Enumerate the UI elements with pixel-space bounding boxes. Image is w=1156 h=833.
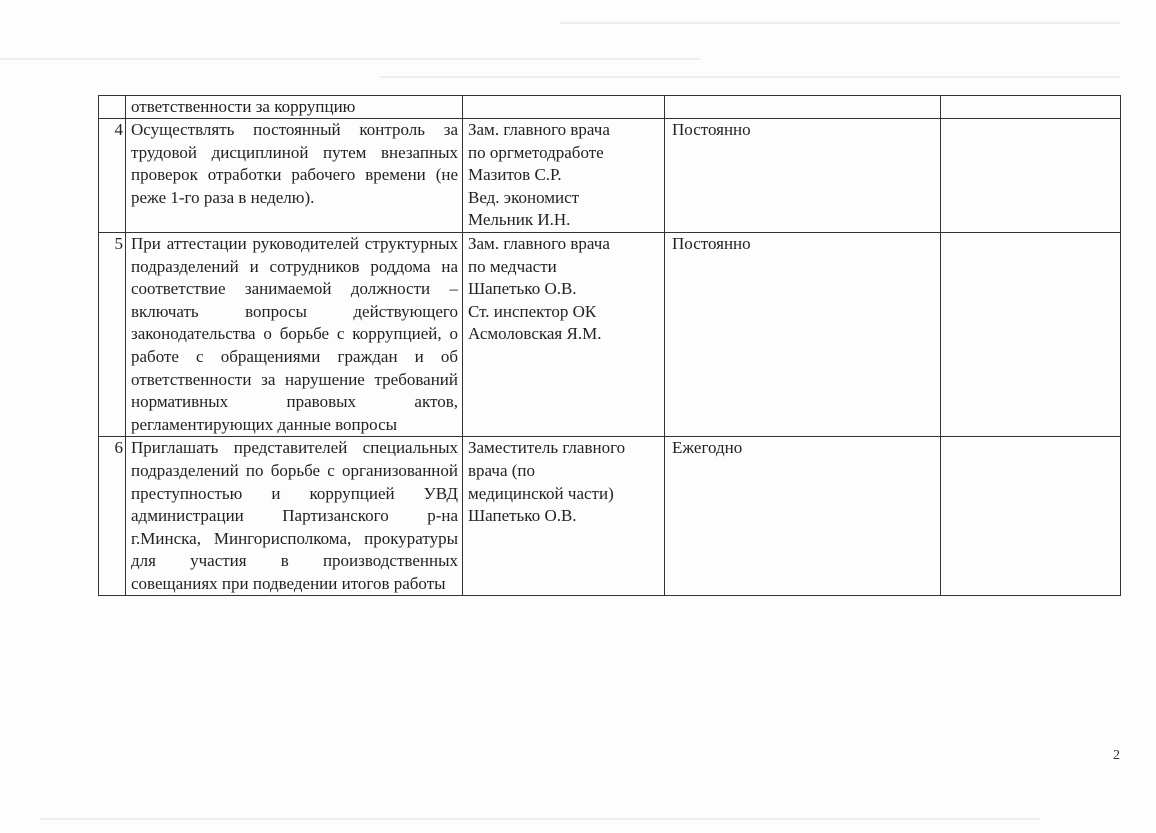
note-cell — [941, 119, 1121, 233]
responsible-line: Асмоловская Я.М. — [468, 324, 602, 344]
row-number — [99, 96, 126, 119]
scan-streak — [380, 76, 1120, 78]
responsible-cell — [463, 232, 665, 436]
deadline-cell — [665, 96, 941, 119]
deadline-cell: Ежегодно — [665, 437, 941, 596]
measure-text: Осуществлять постоянный контроль за трудовой дисциплиной путем внезапных проверок отработки рабочего времени (не реже 1-го раза в неделю). — [126, 119, 463, 233]
note-cell — [941, 232, 1121, 436]
responsible-line: врача (по — [468, 460, 535, 480]
responsible-cell — [463, 437, 665, 596]
responsible-line: по медчасти — [468, 256, 557, 276]
row-number: 4 — [99, 119, 126, 233]
responsible-line: Мельник И.Н. — [468, 210, 571, 230]
measure-text: При аттестации руководителей структурных подразделений и сотрудников роддома на соответствие занимаемой должности – включать вопросы действующего законодательства о борьбе с коррупцией, о работе с обращениями граждан и об ответственности за нарушение требований нормативных правовых актов, регламентирующих данные вопросы — [126, 232, 463, 436]
responsible-line: по оргметодработе — [468, 142, 604, 162]
scan-streak — [0, 58, 700, 60]
note-cell — [941, 437, 1121, 596]
measure-text: Приглашать представителей специальных подразделений по борьбе с организованной преступностью и коррупцией УВД администрации Партизанского р-на г.Минска, Мингорисполкома, прокуратуры для участия в производственных совещаниях при подведении итогов работы — [126, 437, 463, 596]
responsible-cell — [463, 96, 665, 119]
deadline-cell: Постоянно — [665, 232, 941, 436]
responsible-line: Заместитель главного — [468, 438, 626, 458]
responsible-line: медицинской части) — [468, 483, 614, 503]
responsible-line: Зам. главного врача — [468, 120, 610, 139]
responsible-line: Вед. экономист — [468, 187, 580, 207]
responsible-line: Шапетько О.В. — [468, 279, 577, 299]
table-row — [99, 232, 1121, 436]
table-row — [99, 437, 1121, 596]
responsible-cell — [463, 119, 665, 233]
responsible-line: Мазитов С.Р. — [468, 165, 562, 185]
row-number: 6 — [99, 437, 126, 596]
table-row — [99, 96, 1121, 119]
measure-text: ответственности за коррупцию — [126, 96, 463, 119]
row-number: 5 — [99, 232, 126, 436]
responsible-line: Зам. главного врача — [468, 233, 610, 253]
deadline-cell: Постоянно — [665, 119, 941, 233]
scan-streak — [40, 818, 1040, 820]
page-number: 2 — [1113, 748, 1120, 763]
note-cell — [941, 96, 1121, 119]
action-plan-table — [98, 95, 1121, 596]
table-row — [99, 119, 1121, 233]
responsible-line: Ст. инспектор ОК — [468, 301, 597, 321]
scan-streak — [560, 22, 1120, 24]
responsible-line: Шапетько О.В. — [468, 506, 577, 526]
